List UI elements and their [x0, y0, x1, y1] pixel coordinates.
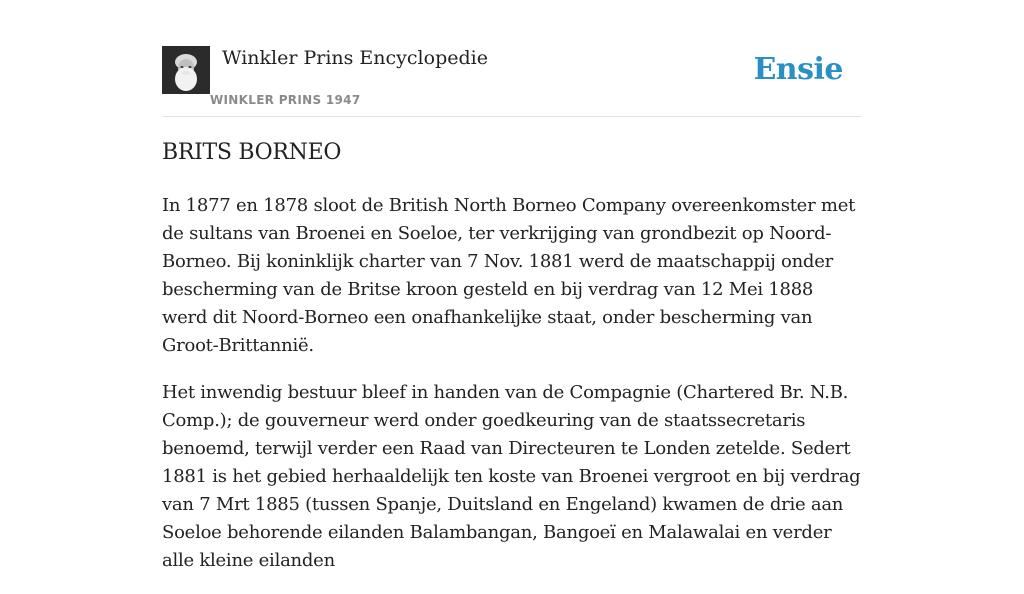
article-title: BRITS BORNEO [162, 140, 342, 165]
source-edition[interactable]: WINKLER PRINS 1947 [210, 93, 361, 107]
source-header [162, 46, 862, 117]
article-paragraph: In 1877 en 1878 sloot de British North Borneo Company overeenkomster met de sultans van Broenei en Soeloe, ter verkrijging van grondbezit op Noord-Borneo. Bij koninklijk charter van 7 Nov. 1881 werd de maatschappij onder bescherming van de Britse kroon gesteld en bij verdrag van 12 Mei 1888 werd dit Noord-Borneo een onafhankelijke staat, onder bescherming van Groot-Brittannië. [162, 195, 856, 356]
avatar[interactable] [162, 46, 210, 94]
article-body [162, 192, 862, 594]
brand-logo[interactable]: Ensie [753, 52, 843, 87]
bearded-man-portrait-icon [162, 46, 210, 94]
article-paragraph: Het inwendig bestuur bleef in handen van de Compagnie (Chartered Br. N.B. Comp.); de gouverneur werd onder goedkeuring van de staatssecretaris benoemd, terwijl verder een Raad van Directeuren te Londen zetelde. Sedert 1881 is het gebied herhaaldelijk ten koste van Broenei vergroot en bij verdrag van 7 Mrt 1885 (tussen Spanje, Duitsland en Engeland) kwamen de drie aan Soeloe behorende eilanden Balambangan, Bangoeï en Malawalai en verder alle kleine eilanden [162, 382, 861, 571]
source-name[interactable]: Winkler Prins Encyclopedie [222, 47, 488, 69]
